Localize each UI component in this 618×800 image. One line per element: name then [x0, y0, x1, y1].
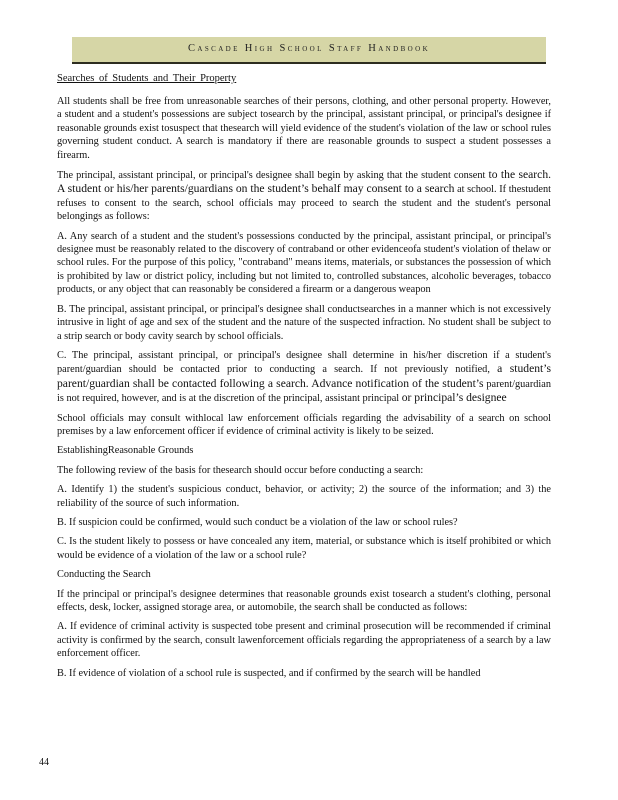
header-band	[72, 37, 546, 64]
paragraph-review-a: A. Identify 1) the student's suspicious conduct, behavior, or activity; 2) the source of the information; and 3) the reliability of the source of such information.	[57, 484, 551, 509]
handbook-title: Cascade High School Staff Handbook	[187, 43, 431, 54]
paragraph-review-c: C. Is the student likely to possess or have concealed any item, material, or substance which is itself prohibited or which would be evidence of a violation of the law or a school rule?	[57, 536, 551, 561]
section-title: Searches of Students and Their Property	[57, 73, 237, 84]
paragraph-conducting-a: A. If evidence of criminal activity is suspected tobe present and criminal prosecution will be recommended if criminal activity is confirmed by the search, consult lawenforcement officials regarding the appropriateness of a search by a law enforcement officer.	[57, 621, 551, 660]
paragraph-review: The following review of the basis for thesearch should occur before conducting a search:	[57, 464, 424, 476]
item-c-text-1: C. The principal, assistant principal, or principal's designee shall determine in his/her discretion if a student's parent/guardian should be contacted prior to conducting a search. If not previously notified,	[57, 349, 551, 376]
document-body	[57, 95, 551, 686]
item-c-text-3: parent/guardian is not required, however, and is at the discretion of the principal, assistant principal	[57, 378, 551, 405]
paragraph-intro: All students shall be free from unreasonable searches of their persons, clothing, and other personal property. However, a student and a student's possessions are subject tosearch by the principal, assistant principal, or principal's designee if reasonable grounds exist tosuspect that thesearch will yield evidence of the student's violation of the law or school rules governing student conduct. A search is mandatory if there are reasonable grounds to suspect a student possesses a firearm.	[57, 96, 551, 161]
page-number: 44	[39, 757, 49, 768]
consent-text-1: The principal, assistant principal, or principal's designee shall begin by asking that the student consent	[57, 170, 486, 182]
paragraph-item-b: B. The principal, assistant principal, or principal's designee shall conductsearches in a manner which is not excessively intrusive in light of age and sex of the student and the nature of the suspected infraction. No student shall be subject to a strip search or body cavity search by school officials.	[57, 303, 551, 342]
item-c-text-4: or principal’s designee	[401, 391, 507, 405]
heading-reasonable-grounds: EstablishingReasonable Grounds	[57, 445, 194, 457]
paragraph-item-a: A. Any search of a student and the student's possessions conducted by the principal, assistant principal, or principal's designee must be reasonably related to the discovery of contraband or other evidenceofa student's violation of thelaw or school rules. For the purpose of this policy, "contraband" means items, materials, or substances the possession of which is prohibited by law or district policy, including but not limited to, controlled substances, alcoholic beverages, tobacco products, or any object that can reasonably be considered a firearm or a dangerous weapon	[57, 230, 551, 296]
paragraph-conducting: If the principal or principal's designee determines that reasonable grounds exist tosearch a student's clothing, personal effects, desk, locker, assigned storage area, or automobile, the search shall be conducted as follows:	[57, 588, 551, 613]
item-c-text-2: a student’s parent/guardian shall be contacted following a search. Advance notification of the student’s	[57, 362, 551, 390]
paragraph-consent	[57, 168, 551, 224]
paragraph-law-enforcement: School officials may consult withlocal law enforcement officials regarding the advisability of a search on school premises by a law enforcement officer if evidence of criminal activity is likely to be seized.	[57, 412, 551, 437]
paragraph-item-c	[57, 349, 551, 406]
paragraph-review-b: B. If suspicion could be confirmed, would such conduct be a violation of the law or school rules?	[57, 516, 458, 528]
consent-text-2: to the search. A student or his/her parents/guardians on the student’s behalf may consent to a search	[57, 168, 552, 196]
paragraph-conducting-b: B. If evidence of violation of a school rule is suspected, and if confirmed by the search will be handled	[57, 667, 481, 679]
consent-text-3: at school. If thestudent refuses to consent to the search, school officials may proceed to search the student and the student's personal belongings as follows:	[57, 184, 552, 223]
heading-conducting-search: Conducting the Search	[57, 569, 151, 581]
